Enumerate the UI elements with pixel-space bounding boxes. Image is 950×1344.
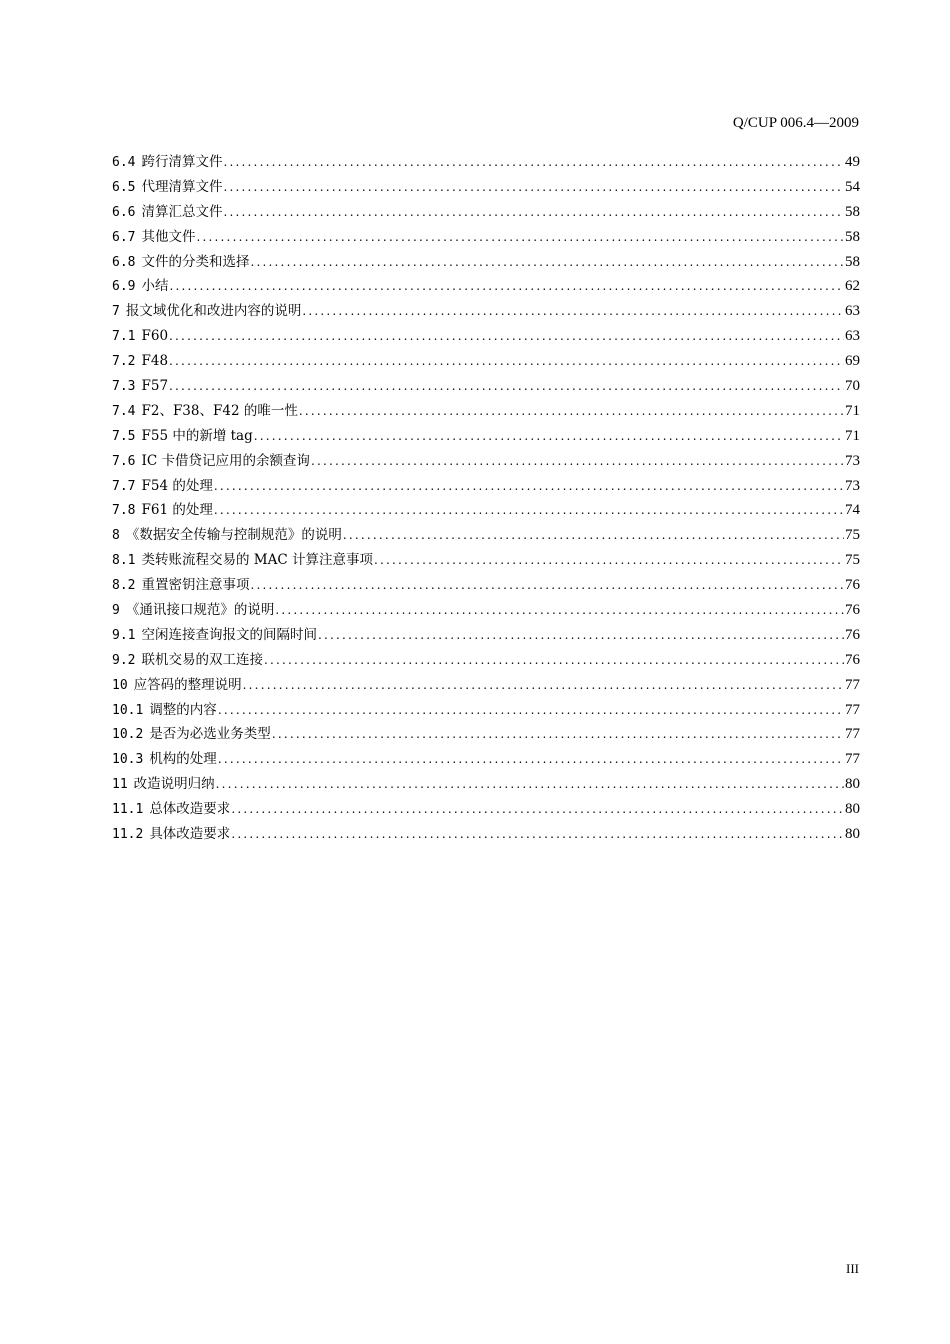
toc-section-title: F55 中的新增 tag [141,427,253,444]
toc-section-title: 空闲连接查询报文的间隔时间 [141,626,317,643]
toc-dot-leader [169,374,844,399]
toc-page-number: 76 [845,626,860,643]
toc-page-number: 63 [845,328,860,345]
toc-entry[interactable] [112,474,860,499]
toc-dot-leader [231,822,844,847]
toc-section-title: 调整的内容 [149,701,217,718]
toc-entry[interactable] [112,324,860,349]
toc-section-title: 类转账流程交易的 MAC 计算注意事项 [141,552,373,569]
toc-section-number: 7.6 [112,453,136,469]
toc-entry[interactable] [112,349,860,374]
toc-page-number: 77 [845,676,860,693]
toc-page-number: 75 [845,527,860,544]
toc-section-number: 6.8 [112,254,136,270]
toc-dot-leader [311,449,844,474]
toc-page-number: 58 [845,253,860,270]
toc-page-number: 76 [845,602,860,619]
toc-section-number: 7.1 [112,329,136,345]
toc-dot-leader [223,150,844,175]
toc-section-title: 是否为必选业务类型 [149,726,271,743]
toc-dot-leader [231,797,844,822]
toc-section-number: 6.9 [112,279,136,295]
toc-section-number: 8.2 [112,578,136,594]
toc-entry[interactable] [112,698,860,723]
toc-dot-leader [218,698,844,723]
toc-section-title: F57 [141,378,169,395]
toc-section-number: 6.6 [112,204,136,220]
toc-page-number: 58 [845,228,860,245]
toc-entry[interactable] [112,498,860,523]
toc-section-number: 8 [112,528,120,544]
toc-section-number: 7.2 [112,354,136,370]
toc-section-title: IC 卡借贷记应用的余额查询 [141,452,310,469]
toc-entry[interactable] [112,623,860,648]
toc-dot-leader [302,299,844,324]
toc-page-number: 73 [845,477,860,494]
document-code: Q/CUP 006.4—2009 [732,115,859,131]
toc-section-title: 小结 [141,278,169,295]
toc-section-number: 7.5 [112,428,136,444]
toc-dot-leader [196,225,844,250]
toc-page-number: 80 [845,801,860,818]
toc-section-number: 7.8 [112,503,136,519]
toc-entry[interactable] [112,772,860,797]
toc-dot-leader [299,399,844,424]
toc-section-title: F48 [141,353,169,370]
toc-dot-leader [250,250,844,275]
toc-section-title: 具体改造要求 [149,826,231,843]
toc-dot-leader [223,200,844,225]
toc-section-title: 跨行清算文件 [141,154,223,170]
toc-entry[interactable] [112,747,860,772]
toc-section-title: 《通讯接口规范》的说明 [125,602,275,619]
toc-dot-leader [243,673,844,698]
toc-page-number: 70 [845,378,860,395]
toc-section-title: 《数据安全传输与控制规范》的说明 [125,527,342,544]
toc-section-title: 其他文件 [141,228,196,245]
toc-dot-leader [169,324,844,349]
toc-page-number: 71 [845,402,860,419]
toc-section-number: 8.1 [112,553,136,569]
toc-section-number: 7.7 [112,478,136,494]
toc-dot-leader [214,498,844,523]
toc-page-number: 58 [845,203,860,220]
toc-dot-leader [264,648,844,673]
toc-dot-leader [275,598,844,623]
toc-page-number: 71 [845,427,860,444]
toc-page-number: 80 [845,826,860,843]
toc-page-number: 49 [845,154,860,170]
page-number: III [846,1261,859,1276]
toc-section-number: 9.2 [112,652,136,668]
toc-entry[interactable] [112,175,860,200]
toc-dot-leader [254,424,844,449]
toc-entry[interactable] [112,673,860,698]
toc-section-number: 7 [112,304,120,320]
toc-section-title: 代理清算文件 [141,178,223,195]
toc-page-number: 80 [845,776,860,793]
toc-dot-leader [223,175,844,200]
toc-section-title: 改造说明归纳 [133,776,215,793]
toc-page-number: 63 [845,303,860,320]
toc-entry[interactable] [112,274,860,299]
toc-section-number: 6.5 [112,179,136,195]
toc-section-number: 9 [112,603,120,619]
toc-entry[interactable] [112,399,860,424]
toc-section-number: 10 [112,677,128,693]
toc-entry[interactable] [112,573,860,598]
toc-page-number: 77 [845,701,860,718]
toc-entry[interactable] [112,374,860,399]
toc-dot-leader [214,474,844,499]
toc-dot-leader [250,573,844,598]
toc-dot-leader [374,548,844,573]
toc-entry[interactable] [112,150,860,175]
toc-page-number: 62 [845,278,860,295]
toc-section-number: 7.3 [112,379,136,395]
toc-dot-leader [216,772,844,797]
toc-section-number: 9.1 [112,627,136,643]
toc-section-title: 应答码的整理说明 [133,676,242,693]
toc-entry[interactable] [112,523,860,548]
toc-section-title: 机构的处理 [149,751,217,768]
toc-page-number: 73 [845,452,860,469]
toc-section-title: F60 [141,328,169,345]
toc-section-title: 报文域优化和改进内容的说明 [125,303,302,320]
toc-page-number: 77 [845,751,860,768]
toc-section-title: F54 的处理 [141,477,213,494]
toc-section-title: F61 的处理 [141,502,213,519]
toc-page-number: 69 [845,353,860,370]
toc-section-number: 10.1 [112,702,144,718]
toc-page-number: 54 [845,178,860,195]
toc-page-number: 74 [845,502,860,519]
toc-entry[interactable] [112,225,860,250]
toc-section-title: 文件的分类和选择 [141,253,250,270]
toc-section-number: 11 [112,777,128,793]
toc-dot-leader [169,274,844,299]
toc-section-title: 联机交易的双工连接 [141,651,263,668]
toc-section-number: 11.1 [112,802,144,818]
toc-page-number: 75 [845,552,860,569]
toc-entry[interactable] [112,299,860,324]
toc-section-title: 总体改造要求 [149,801,231,818]
toc-entry[interactable] [112,797,860,822]
toc-entry[interactable] [112,648,860,673]
toc-section-number: 11.2 [112,827,144,843]
toc-dot-leader [218,747,844,772]
toc-entry[interactable] [112,250,860,275]
toc-entry[interactable] [112,449,860,474]
toc-entry[interactable] [112,822,860,847]
toc-section-number: 6.7 [112,229,136,245]
toc-entry[interactable] [112,424,860,449]
toc-section-number: 10.3 [112,752,144,768]
toc-page-number: 76 [845,577,860,594]
toc-page-number: 76 [845,651,860,668]
toc-section-number: 10.2 [112,727,144,743]
toc-dot-leader [169,349,844,374]
toc-entry[interactable] [112,548,860,573]
toc-entry[interactable] [112,722,860,747]
table-of-contents [112,150,860,847]
toc-entry[interactable] [112,598,860,623]
toc-dot-leader [343,523,844,548]
toc-entry[interactable] [112,200,860,225]
toc-section-title: F2、F38、F42 的唯一性 [141,402,298,419]
toc-section-title: 重置密钥注意事项 [141,577,250,594]
toc-section-number: 7.4 [112,403,136,419]
toc-dot-leader [272,722,844,747]
toc-dot-leader [318,623,844,648]
toc-section-number: 6.4 [112,155,136,170]
toc-section-title: 清算汇总文件 [141,203,223,220]
toc-page-number: 77 [845,726,860,743]
